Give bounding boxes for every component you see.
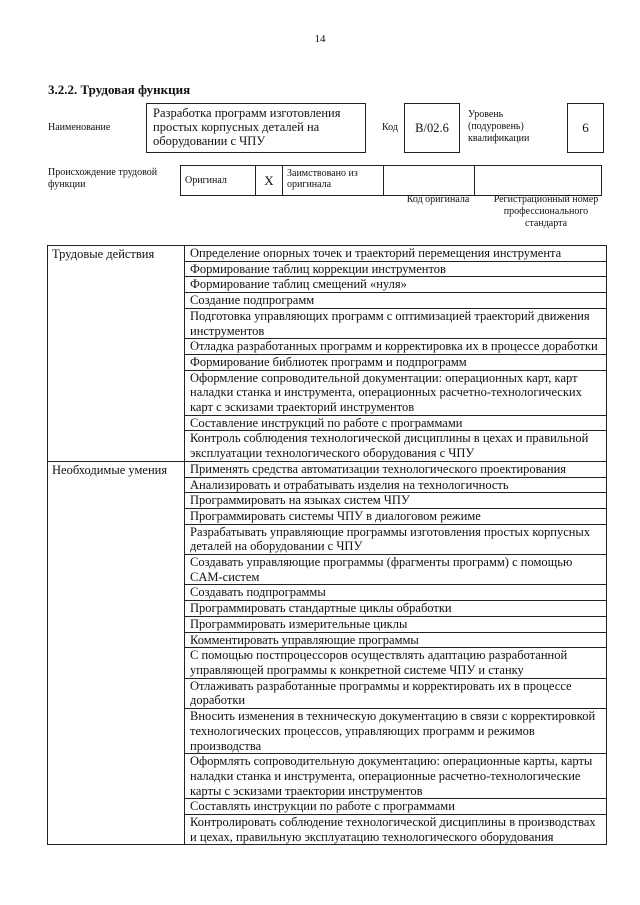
list-item: Анализировать и отрабатывать изделия на технологичность bbox=[185, 478, 606, 494]
reg-number-label: Регистрационный номер профессионального стандарта bbox=[493, 194, 599, 229]
list-item: Контролировать соблюдение технологической дисциплины в производствах и цехах, правильную эксплуатацию технологического оборудования bbox=[190, 815, 596, 844]
list-item: Программировать измерительные циклы bbox=[185, 617, 606, 633]
list-item: Разрабатывать управляющие программы изготовления простых корпусных деталей на оборудовании с ЧПУ bbox=[185, 525, 606, 555]
category-label: Трудовые действия bbox=[52, 247, 155, 261]
list-item: Оформление сопроводительной документации: операционных карт, карт наладки станка и инструмента, операционных расчетно-технологических карт с эскизами траекторий инструментов bbox=[185, 371, 606, 416]
origin-table bbox=[180, 165, 602, 196]
borrowed-label: Заимствовано из оригинала bbox=[287, 168, 358, 190]
list-item: Создание подпрограмм bbox=[185, 293, 606, 309]
list-item: Контроль соблюдения технологической дисциплины в цехах и правильной эксплуатации технологического оборудования с ЧПУ bbox=[190, 431, 589, 461]
code-original-label: Код оригинала bbox=[406, 194, 470, 205]
function-name-box bbox=[146, 103, 366, 153]
section-title: 3.2.2. Трудовая функция bbox=[48, 82, 191, 97]
origin-label: Происхождение трудовой функции bbox=[48, 167, 158, 190]
list-item: Отлаживать разработанные программы и корректировать их в процессе доработки bbox=[185, 679, 606, 709]
list-item: Создавать управляющие программы (фрагменты программ) с помощью CAM-систем bbox=[185, 555, 606, 585]
borrowed-cell bbox=[283, 166, 384, 196]
category-label: Необходимые умения bbox=[52, 462, 168, 477]
list-item: Применять средства автоматизации технологического проектирования bbox=[185, 462, 606, 478]
list-item: Программировать стандартные циклы обработки bbox=[185, 601, 606, 617]
list-item: Подготовка управляющих программ с оптимизацией траекторий движения инструментов bbox=[185, 309, 606, 339]
category-cell bbox=[48, 246, 185, 462]
list-item: Оформлять сопроводительную документацию: операционные карты, карты наладки станка и инструмента, операционные расчетно-технологические карты с эскизами траектории инструментов bbox=[185, 754, 606, 799]
code-value: B/02.6 bbox=[415, 120, 449, 135]
list-item: Программировать на языках систем ЧПУ bbox=[185, 493, 606, 509]
page-number: 14 bbox=[314, 33, 326, 45]
function-name-value: Разработка программ изготовления простых корпусных деталей на оборудовании с ЧПУ bbox=[153, 106, 341, 148]
code-label: Код bbox=[382, 122, 398, 133]
level-label: Уровень (подуровень) квалификации bbox=[468, 109, 530, 144]
list-item: Программировать системы ЧПУ в диалоговом режиме bbox=[185, 509, 606, 525]
list-item: Формирование таблиц смещений «нуля» bbox=[185, 277, 606, 293]
items-cell bbox=[185, 246, 607, 462]
list-item: Комментировать управляющие программы bbox=[185, 633, 606, 649]
code-box bbox=[404, 103, 460, 153]
section-row bbox=[48, 246, 607, 462]
name-label: Наименование bbox=[48, 122, 111, 133]
list-item: Составление инструкций по работе с программами bbox=[185, 416, 606, 432]
category-cell bbox=[48, 461, 185, 845]
section-row bbox=[48, 461, 607, 845]
reg-number-cell bbox=[475, 166, 602, 196]
original-mark-cell bbox=[256, 166, 283, 196]
list-item: С помощью постпроцессоров осуществлять адаптацию разработанной управляющей программы к конкретной системе ЧПУ и станку bbox=[185, 648, 606, 678]
list-item: Создавать подпрограммы bbox=[185, 585, 606, 601]
list-item: Определение опорных точек и траекторий перемещения инструмента bbox=[185, 246, 606, 262]
items-cell bbox=[185, 461, 607, 845]
original-cell bbox=[181, 166, 256, 196]
list-item: Составлять инструкции по работе с программами bbox=[185, 799, 606, 815]
list-item: Вносить изменения в техническую документацию в связи с корректировкой технологических процессов, управляющих программ и режимов производства bbox=[185, 709, 606, 754]
original-label: Оригинал bbox=[185, 175, 227, 186]
list-item: Формирование таблиц коррекции инструментов bbox=[185, 262, 606, 278]
list-item: Формирование библиотек программ и подпрограмм bbox=[185, 355, 606, 371]
original-mark: X bbox=[264, 172, 274, 188]
list-item: Отладка разработанных программ и корректировка их в процессе доработки bbox=[185, 339, 606, 355]
level-value: 6 bbox=[582, 120, 589, 135]
code-original-cell bbox=[384, 166, 475, 196]
level-box bbox=[567, 103, 604, 153]
function-details-table bbox=[47, 245, 607, 845]
